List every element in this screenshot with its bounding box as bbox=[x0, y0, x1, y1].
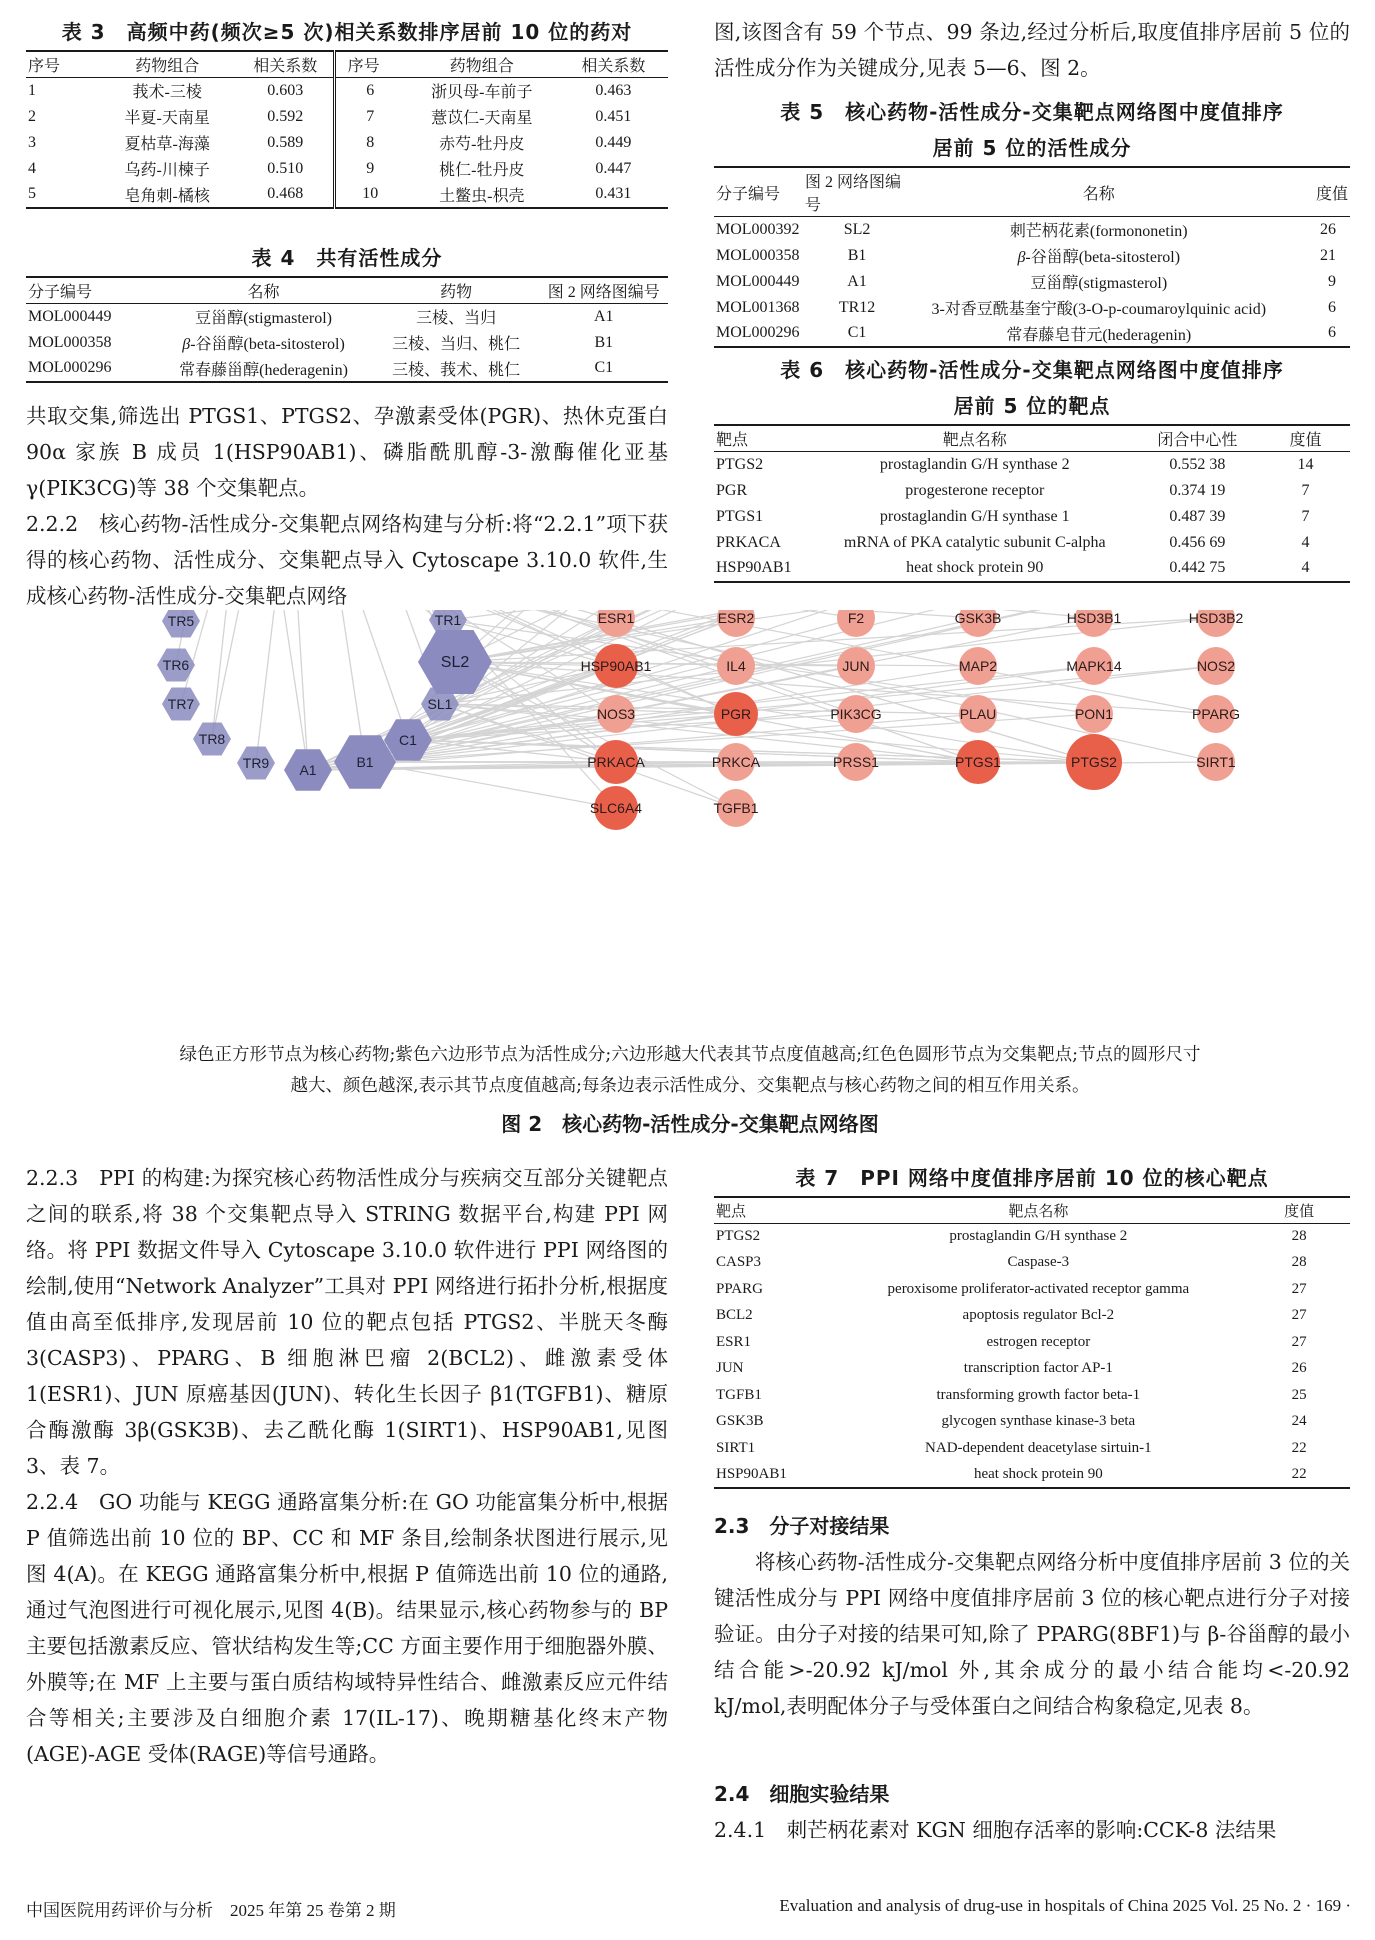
source-drugs: 三棱、当归 bbox=[416, 310, 497, 328]
degree-value: 4 bbox=[1301, 533, 1310, 551]
section-2-4 bbox=[714, 1776, 1350, 1848]
target-node-label: SIRT1 bbox=[1196, 754, 1236, 770]
ingredient-nodes bbox=[157, 610, 492, 791]
body-text-left-1 bbox=[26, 398, 668, 614]
figure-2-note-line1: 绿色正方形节点为核心药物;紫色六边形节点为活性成分;六边形越大代表其节点度值越高;红色色圆形节点为交集靶点;节点的圆形尺寸 bbox=[179, 1045, 1201, 1065]
degree-value: 24 bbox=[1291, 1413, 1307, 1430]
degree-value: 28 bbox=[1291, 1254, 1307, 1271]
table-row bbox=[714, 1250, 1350, 1277]
network-code: A1 bbox=[847, 272, 867, 290]
table-6-grid bbox=[714, 424, 1350, 583]
ingredient-node-label: B1 bbox=[356, 754, 374, 770]
table-header: 分子编号 bbox=[714, 167, 803, 217]
target-symbol: GSK3B bbox=[716, 1413, 764, 1430]
table-5 bbox=[714, 94, 1350, 348]
table-row bbox=[714, 1409, 1350, 1436]
drug-pair: 浙贝母-车前子 bbox=[431, 84, 533, 102]
table-row bbox=[714, 1303, 1350, 1330]
ingredient-node-tr7 bbox=[162, 688, 200, 721]
table-4-title: 表 4 共有活性成分 bbox=[251, 246, 443, 270]
target-node-label: NOS2 bbox=[1196, 658, 1236, 674]
table-3 bbox=[26, 14, 668, 209]
table-header: 度值 bbox=[1248, 1197, 1350, 1223]
source-drugs: 三棱、当归、桃仁 bbox=[392, 336, 521, 353]
table-row bbox=[714, 478, 1350, 504]
table-row bbox=[26, 104, 668, 130]
target-name: prostaglandin G/H synthase 2 bbox=[949, 1228, 1128, 1244]
target-node-label: GSK3B bbox=[954, 610, 1002, 626]
network-edge bbox=[275, 610, 308, 770]
closeness-centrality: 0.442 75 bbox=[1134, 556, 1261, 582]
target-node-nos2 bbox=[1197, 647, 1235, 685]
network-edge bbox=[408, 740, 978, 762]
target-node-label: PRKCA bbox=[711, 754, 761, 770]
table-row bbox=[714, 269, 1350, 295]
ingredient-node-tr5 bbox=[162, 610, 200, 638]
table-row bbox=[714, 1382, 1350, 1409]
table-row bbox=[714, 321, 1350, 347]
network-code: C1 bbox=[540, 356, 668, 382]
table-row bbox=[26, 356, 668, 382]
table-7-title: 表 7 PPI 网络中度值排序居前 10 位的核心靶点 bbox=[795, 1166, 1269, 1190]
ingredient-node-label: TR8 bbox=[198, 731, 226, 747]
ingredient-name: β-谷甾醇(beta-sitosterol) bbox=[182, 336, 345, 353]
row-number: 3 bbox=[28, 133, 36, 151]
degree-value: 7 bbox=[1301, 481, 1310, 499]
target-node-label: ESR2 bbox=[717, 610, 755, 626]
table-row bbox=[26, 182, 668, 208]
target-node-label: MAPK14 bbox=[1066, 658, 1122, 674]
table-row bbox=[714, 530, 1350, 556]
section-2-3 bbox=[714, 1508, 1350, 1724]
target-symbol: ESR1 bbox=[716, 1333, 752, 1350]
table-row bbox=[714, 1356, 1350, 1383]
molecule-id: MOL000392 bbox=[716, 220, 800, 238]
degree-value: 27 bbox=[1291, 1280, 1307, 1297]
source-drugs: 三棱、莪术、桃仁 bbox=[373, 356, 540, 382]
table-header: 名称 bbox=[911, 167, 1286, 217]
paragraph-2-4-1: 2.4.1 刺芒柄花素对 KGN 细胞存活率的影响:CCK-8 法结果 bbox=[714, 1818, 1277, 1842]
target-symbol: BCL2 bbox=[716, 1307, 753, 1324]
drug-pair: 土鳖虫-枳壳 bbox=[405, 182, 559, 208]
molecule-id: MOL000449 bbox=[28, 307, 112, 325]
target-name: glycogen synthase kinase-3 beta bbox=[941, 1413, 1136, 1430]
table-row bbox=[714, 243, 1350, 269]
drug-pair: 皂角刺-橘核 bbox=[97, 182, 238, 208]
correlation-coefficient: 0.468 bbox=[238, 182, 334, 208]
network-code: TR12 bbox=[838, 298, 876, 316]
target-node-hsd3b2 bbox=[1189, 610, 1244, 637]
target-node-il4 bbox=[717, 647, 755, 685]
target-node-plau bbox=[959, 695, 997, 733]
table-row bbox=[26, 304, 668, 330]
table-header: 名称 bbox=[154, 277, 372, 304]
degree-value: 6 bbox=[1328, 298, 1336, 316]
target-node-f2 bbox=[837, 610, 875, 637]
paragraph-2-2-3: 2.2.3 PPI 的构建:为探究核心药物活性成分与疾病交互部分关键靶点之间的联系,将 38 个交集靶点导入 STRING 数据平台,构建 PPI 网络。将 PPI 数据文件导入 Cytoscape 3.10.0 软件进行 PPI 网络图的绘制,使用“Network Analyzer”工具对 PPI 网络进行拓扑分析,根据度值由高至低排序,发现居前 10 位的靶点包括 PTGS2、半胱天冬酶 3(CASP3)、PPARG、B 细胞淋巴瘤 2(BCL2)、雌激素受体 1(ESR1)、JUN 原癌基因(JUN)、转化生长因子 β1(TGFB1)、糖原合酶激酶 3β(GSK3B)、去乙酰化酶 1(SIRT1)、HSP90AB1,见图 3、表 7。 bbox=[26, 1166, 668, 1478]
table-row bbox=[26, 330, 668, 356]
correlation-coefficient: 0.447 bbox=[595, 159, 632, 177]
table-header: 药物组合 bbox=[405, 51, 559, 78]
target-name: prostaglandin G/H synthase 1 bbox=[879, 507, 1070, 525]
ingredient-node-label: C1 bbox=[399, 732, 417, 748]
paragraph-2-2-2: 2.2.2 核心药物-活性成分-交集靶点网络构建与分析:将“2.2.1”项下获得的核心药物、活性成分、交集靶点导入 Cytoscape 3.10.0 软件,生成核心药物-活性成分-交集靶点网络 bbox=[26, 512, 668, 608]
table-row bbox=[714, 1435, 1350, 1462]
table-row bbox=[714, 217, 1350, 243]
target-name: NAD-dependent deacetylase sirtuin-1 bbox=[925, 1439, 1152, 1456]
closeness-centrality: 0.374 19 bbox=[1169, 481, 1226, 499]
figure-2-network bbox=[0, 610, 1375, 1030]
degree-value: 7 bbox=[1301, 507, 1310, 525]
drug-pair: 赤芍-牡丹皮 bbox=[439, 136, 525, 153]
molecule-id: MOL000358 bbox=[28, 333, 112, 351]
target-name: heat shock protein 90 bbox=[816, 556, 1134, 582]
target-node-label: IL4 bbox=[726, 658, 746, 674]
figure-2-caption bbox=[40, 1040, 1340, 1137]
figure-2-note-line2: 越大、颜色越深,表示其节点度值越高;每条边表示活性成分、交集靶点与核心药物之间的相互作用关系。 bbox=[290, 1076, 1090, 1096]
correlation-coefficient: 0.592 bbox=[267, 107, 304, 125]
table-4 bbox=[26, 240, 668, 383]
ingredient-name: β-谷甾醇(beta-sitosterol) bbox=[1017, 249, 1181, 266]
ingredient-node-label: SL1 bbox=[427, 696, 453, 712]
network-edge bbox=[223, 610, 408, 740]
target-node-label: JUN bbox=[842, 658, 870, 674]
closeness-centrality: 0.487 39 bbox=[1169, 507, 1226, 525]
figure-2-title: 图 2 核心药物-活性成分-交集靶点网络图 bbox=[501, 1112, 879, 1136]
target-name: estrogen receptor bbox=[986, 1333, 1091, 1350]
target-node-label: HSD3B1 bbox=[1066, 610, 1122, 626]
network-code: B1 bbox=[594, 333, 614, 351]
table-header: 靶点名称 bbox=[828, 1197, 1248, 1223]
molecule-id: MOL001368 bbox=[716, 298, 800, 316]
target-node-label: PLAU bbox=[959, 706, 997, 722]
footer-journal-en: Evaluation and analysis of drug-use in hospitals of China 2025 Vol. 25 No. 2 · 169 · bbox=[779, 1896, 1351, 1915]
ingredient-node-tr9 bbox=[237, 747, 275, 780]
molecule-id: MOL000296 bbox=[26, 356, 154, 382]
table-row bbox=[714, 452, 1350, 478]
network-edge bbox=[212, 610, 275, 739]
target-name: transforming growth factor beta-1 bbox=[936, 1386, 1141, 1403]
drug-pair: 薏苡仁-天南星 bbox=[431, 110, 533, 127]
target-symbol: PRKACA bbox=[716, 533, 781, 551]
table-header: 度值 bbox=[1286, 167, 1350, 217]
target-node-esr2 bbox=[717, 610, 755, 637]
target-node-label: MAP2 bbox=[958, 658, 998, 674]
table-header: 相关系数 bbox=[238, 51, 334, 78]
network-edge bbox=[275, 610, 448, 620]
target-symbol: JUN bbox=[716, 1360, 744, 1377]
target-name: Caspase-3 bbox=[1007, 1254, 1070, 1271]
target-name: mRNA of PKA catalytic subunit C-alpha bbox=[843, 533, 1106, 551]
table-header: 药物 bbox=[373, 277, 540, 304]
closeness-centrality: 0.552 38 bbox=[1169, 455, 1226, 473]
target-node-jun bbox=[837, 647, 875, 685]
network-edges bbox=[176, 610, 1216, 808]
target-node-label: HSP90AB1 bbox=[580, 658, 652, 674]
table-6-title-line2: 居前 5 位的靶点 bbox=[953, 394, 1111, 418]
network-edge bbox=[223, 610, 308, 770]
ingredient-name: 豆甾醇(stigmasterol) bbox=[1030, 275, 1168, 292]
table-header: 靶点 bbox=[714, 1197, 828, 1223]
table-7 bbox=[714, 1160, 1350, 1489]
target-node-nos3 bbox=[597, 695, 635, 733]
table-header: 药物组合 bbox=[97, 51, 238, 78]
closeness-centrality: 0.456 69 bbox=[1169, 533, 1226, 551]
target-symbol: TGFB1 bbox=[716, 1386, 762, 1403]
section-2-4-heading: 2.4 细胞实验结果 bbox=[714, 1782, 890, 1806]
table-row bbox=[26, 78, 668, 104]
table-3-title: 表 3 高频中药(频次≥5 次)相关系数排序居前 10 位的药对 bbox=[61, 20, 633, 44]
table-header: 相关系数 bbox=[559, 51, 668, 78]
table-header: 序号 bbox=[26, 51, 97, 78]
ingredient-node-a1 bbox=[284, 749, 332, 791]
ingredient-node-label: TR7 bbox=[167, 696, 195, 712]
paragraph: 将核心药物-活性成分-交集靶点网络分析中度值排序居前 3 位的关键活性成分与 PPI 网络中度值排序居前 3 位的核心靶点进行分子对接验证。由分子对接的结果可知,除了 PPARG(8BF1)与 β-谷甾醇的最小结合能>-20.92 kJ/mol 外,其余成分的最小结合能均<-20.92 kJ/mol,表明配体分子与受体蛋白之间结合构象稳定,见表 8。 bbox=[714, 1550, 1350, 1718]
target-node-label: PPARG bbox=[1192, 706, 1240, 722]
table-row bbox=[714, 504, 1350, 530]
correlation-coefficient: 0.451 bbox=[595, 107, 632, 125]
target-symbol: PPARG bbox=[716, 1280, 763, 1297]
degree-value: 21 bbox=[1320, 246, 1336, 264]
network-edge bbox=[336, 610, 856, 618]
row-number: 1 bbox=[28, 81, 36, 99]
correlation-coefficient: 0.589 bbox=[267, 133, 304, 151]
table-row bbox=[714, 1462, 1350, 1489]
row-number: 8 bbox=[334, 130, 405, 156]
table-row bbox=[26, 156, 668, 182]
table-5-title-line2: 居前 5 位的活性成分 bbox=[932, 136, 1132, 160]
ingredient-name: 刺芒柄花素(formononetin) bbox=[1009, 223, 1188, 241]
table-3-grid bbox=[26, 50, 668, 209]
target-node-label: HSD3B2 bbox=[1188, 610, 1244, 626]
row-number: 9 bbox=[334, 156, 405, 182]
target-node-pparg bbox=[1192, 695, 1240, 733]
target-symbol: CASP3 bbox=[716, 1254, 762, 1271]
row-number: 5 bbox=[26, 182, 97, 208]
target-name: transcription factor AP-1 bbox=[963, 1360, 1113, 1377]
table-header: 靶点 bbox=[714, 425, 816, 452]
table-header: 图 2 网络图编号 bbox=[540, 277, 668, 304]
target-node-label: PGR bbox=[720, 706, 752, 722]
ingredient-node-label: TR1 bbox=[434, 612, 462, 628]
section-2-3-heading: 2.3 分子对接结果 bbox=[714, 1514, 890, 1538]
row-number: 10 bbox=[334, 182, 405, 208]
row-number: 2 bbox=[28, 107, 36, 125]
row-number: 4 bbox=[28, 159, 36, 177]
drug-pair: 半夏-天南星 bbox=[124, 110, 210, 127]
correlation-coefficient: 0.449 bbox=[595, 133, 632, 151]
degree-value: 22 bbox=[1291, 1439, 1307, 1456]
target-node-label: NOS3 bbox=[596, 706, 636, 722]
degree-value: 22 bbox=[1248, 1462, 1350, 1489]
network-edge bbox=[408, 610, 978, 740]
table-row bbox=[714, 295, 1350, 321]
table-header: 分子编号 bbox=[26, 277, 154, 304]
ingredient-node-tr8 bbox=[193, 723, 231, 756]
target-name: progesterone receptor bbox=[905, 481, 1045, 499]
target-name: prostaglandin G/H synthase 2 bbox=[879, 455, 1070, 473]
target-node-pgr bbox=[714, 692, 758, 736]
ingredient-node-label: SL2 bbox=[440, 654, 470, 671]
target-node-pon1 bbox=[1075, 695, 1113, 733]
network-edge bbox=[256, 610, 322, 763]
degree-value: 4 bbox=[1261, 556, 1350, 582]
table-7-grid bbox=[714, 1196, 1350, 1489]
table-row bbox=[714, 1276, 1350, 1303]
row-number: 7 bbox=[334, 104, 405, 130]
target-node-label: SLC6A4 bbox=[589, 800, 643, 816]
molecule-id: MOL000296 bbox=[714, 321, 803, 347]
body-text-left-2 bbox=[26, 1160, 668, 1772]
table-row bbox=[714, 556, 1350, 582]
target-node-hsd3b1 bbox=[1067, 610, 1122, 637]
drug-pair: 桃仁-牡丹皮 bbox=[439, 162, 525, 179]
molecule-id: MOL000358 bbox=[716, 246, 800, 264]
target-node-ptgs2 bbox=[1066, 734, 1122, 790]
degree-value: 25 bbox=[1291, 1386, 1307, 1403]
target-node-label: PTGS2 bbox=[1071, 754, 1117, 770]
degree-value: 26 bbox=[1320, 220, 1336, 238]
paragraph-2-2-4: 2.2.4 GO 功能与 KEGG 通路富集分析:在 GO 功能富集分析中,根据 P 值筛选出前 10 位的 BP、CC 和 MF 条目,绘制条状图进行展示,见图 4(A)。在 KEGG 通路富集分析中,根据 P 值筛选出前 10 位的通路,通过气泡图进行可视化展示,见图 4(B)。结果显示,核心药物参与的 BP 主要包括激素反应、管状结构发生等;CC 方面主要作用于细胞器外膜、外膜等;在 MF 上主要与蛋白质结构域特异性结合、雌激素反应元件结合等相关;主要涉及白细胞介素 17(IL-17)、晚期糖基化终末产物(AGE)-AGE 受体(RAGE)等信号通路。 bbox=[26, 1490, 668, 1766]
ingredient-name: 3-对香豆酰基奎宁酸(3-O-p-coumaroylquinic acid) bbox=[931, 301, 1267, 318]
target-symbol: HSP90AB1 bbox=[714, 1462, 828, 1489]
drug-pair: 莪术-三棱 bbox=[132, 84, 202, 102]
target-node-prss1 bbox=[833, 743, 879, 781]
target-node-tgfb1 bbox=[713, 789, 758, 827]
table-header: 度值 bbox=[1261, 425, 1350, 452]
degree-value: 28 bbox=[1291, 1228, 1307, 1244]
paragraph: 共取交集,筛选出 PTGS1、PTGS2、孕激素受体(PGR)、热休克蛋白 90α 家族 B 成员 1(HSP90AB1)、磷脂酰肌醇-3-激酶催化亚基 γ(PIK3CG)等 38 个交集靶点。 bbox=[26, 404, 668, 500]
correlation-coefficient: 0.463 bbox=[595, 81, 632, 99]
target-symbol: PTGS2 bbox=[716, 455, 764, 473]
network-code: C1 bbox=[803, 321, 911, 347]
target-node-label: TGFB1 bbox=[713, 800, 759, 816]
target-node-map2 bbox=[959, 647, 997, 685]
network-edge bbox=[223, 610, 455, 662]
ingredient-node-label: TR6 bbox=[162, 657, 190, 673]
degree-value: 27 bbox=[1291, 1333, 1307, 1350]
table-header: 闭合中心性 bbox=[1134, 425, 1261, 452]
target-symbol: PTGS2 bbox=[716, 1228, 761, 1244]
target-node-label: F2 bbox=[847, 610, 865, 626]
network-code: A1 bbox=[594, 307, 614, 325]
network-edge bbox=[181, 610, 322, 621]
table-row bbox=[714, 1223, 1350, 1250]
table-4-grid bbox=[26, 276, 668, 383]
target-node-label: PRSS1 bbox=[833, 754, 879, 770]
ingredient-name: 常春藤皂苷元(hederagenin) bbox=[911, 321, 1286, 347]
drug-pair: 乌药-川楝子 bbox=[124, 162, 210, 179]
target-name: apoptosis regulator Bcl-2 bbox=[962, 1307, 1115, 1324]
target-node-label: PRKACA bbox=[587, 754, 645, 770]
table-5-title-line1: 表 5 核心药物-活性成分-交集靶点网络图中度值排序 bbox=[780, 100, 1284, 124]
target-name: heat shock protein 90 bbox=[828, 1462, 1248, 1489]
correlation-coefficient: 0.431 bbox=[559, 182, 668, 208]
correlation-coefficient: 0.603 bbox=[267, 81, 304, 99]
target-symbol: PTGS1 bbox=[716, 507, 764, 525]
ingredient-name: 豆甾醇(stigmasterol) bbox=[195, 310, 332, 328]
table-header: 图 2 网络图编号 bbox=[803, 167, 911, 217]
target-symbol: SIRT1 bbox=[716, 1439, 756, 1456]
degree-value: 26 bbox=[1291, 1360, 1307, 1377]
target-node-prkca bbox=[712, 743, 761, 781]
target-node-label: ESR1 bbox=[597, 610, 635, 626]
table-row bbox=[26, 130, 668, 156]
target-name: peroxisome proliferator-activated receptor gamma bbox=[887, 1280, 1190, 1297]
table-6-title-line1: 表 6 核心药物-活性成分-交集靶点网络图中度值排序 bbox=[780, 358, 1284, 382]
footer-journal-cn: 中国医院用药评价与分析 2025 年第 25 卷第 2 期 bbox=[26, 1901, 396, 1920]
target-node-label: PON1 bbox=[1074, 706, 1114, 722]
network-code: B1 bbox=[847, 246, 867, 264]
target-node-label: PIK3CG bbox=[830, 706, 882, 722]
body-text-right-1 bbox=[714, 14, 1350, 86]
target-symbol: HSP90AB1 bbox=[714, 556, 816, 582]
degree-value: 27 bbox=[1291, 1307, 1307, 1324]
target-symbol: PGR bbox=[716, 481, 748, 499]
target-node-label: PTGS1 bbox=[955, 754, 1001, 770]
ingredient-node-label: A1 bbox=[299, 762, 317, 778]
ingredient-node-label: TR5 bbox=[167, 613, 195, 629]
degree-value: 14 bbox=[1297, 455, 1314, 473]
molecule-id: MOL000449 bbox=[716, 272, 800, 290]
table-5-grid bbox=[714, 166, 1350, 348]
drug-pair: 夏枯草-海藻 bbox=[124, 136, 210, 153]
paragraph: 图,该图含有 59 个节点、99 条边,经过分析后,取度值排序居前 5 位的活性成分作为关键成分,见表 5—6、图 2。 bbox=[714, 20, 1350, 80]
ingredient-node-label: TR9 bbox=[242, 755, 270, 771]
network-code: SL2 bbox=[843, 220, 871, 238]
correlation-coefficient: 0.510 bbox=[267, 159, 304, 177]
network-edge bbox=[275, 610, 440, 704]
degree-value: 6 bbox=[1286, 321, 1350, 347]
table-header: 靶点名称 bbox=[816, 425, 1134, 452]
row-number: 6 bbox=[334, 78, 405, 104]
table-header: 序号 bbox=[334, 51, 405, 78]
target-node-slc6a4 bbox=[590, 786, 642, 830]
table-row bbox=[714, 1329, 1350, 1356]
table-6 bbox=[714, 352, 1350, 583]
ingredient-name: 常春藤甾醇(hederagenin) bbox=[154, 356, 372, 382]
degree-value: 9 bbox=[1328, 272, 1336, 290]
target-node-sirt1 bbox=[1196, 743, 1236, 781]
